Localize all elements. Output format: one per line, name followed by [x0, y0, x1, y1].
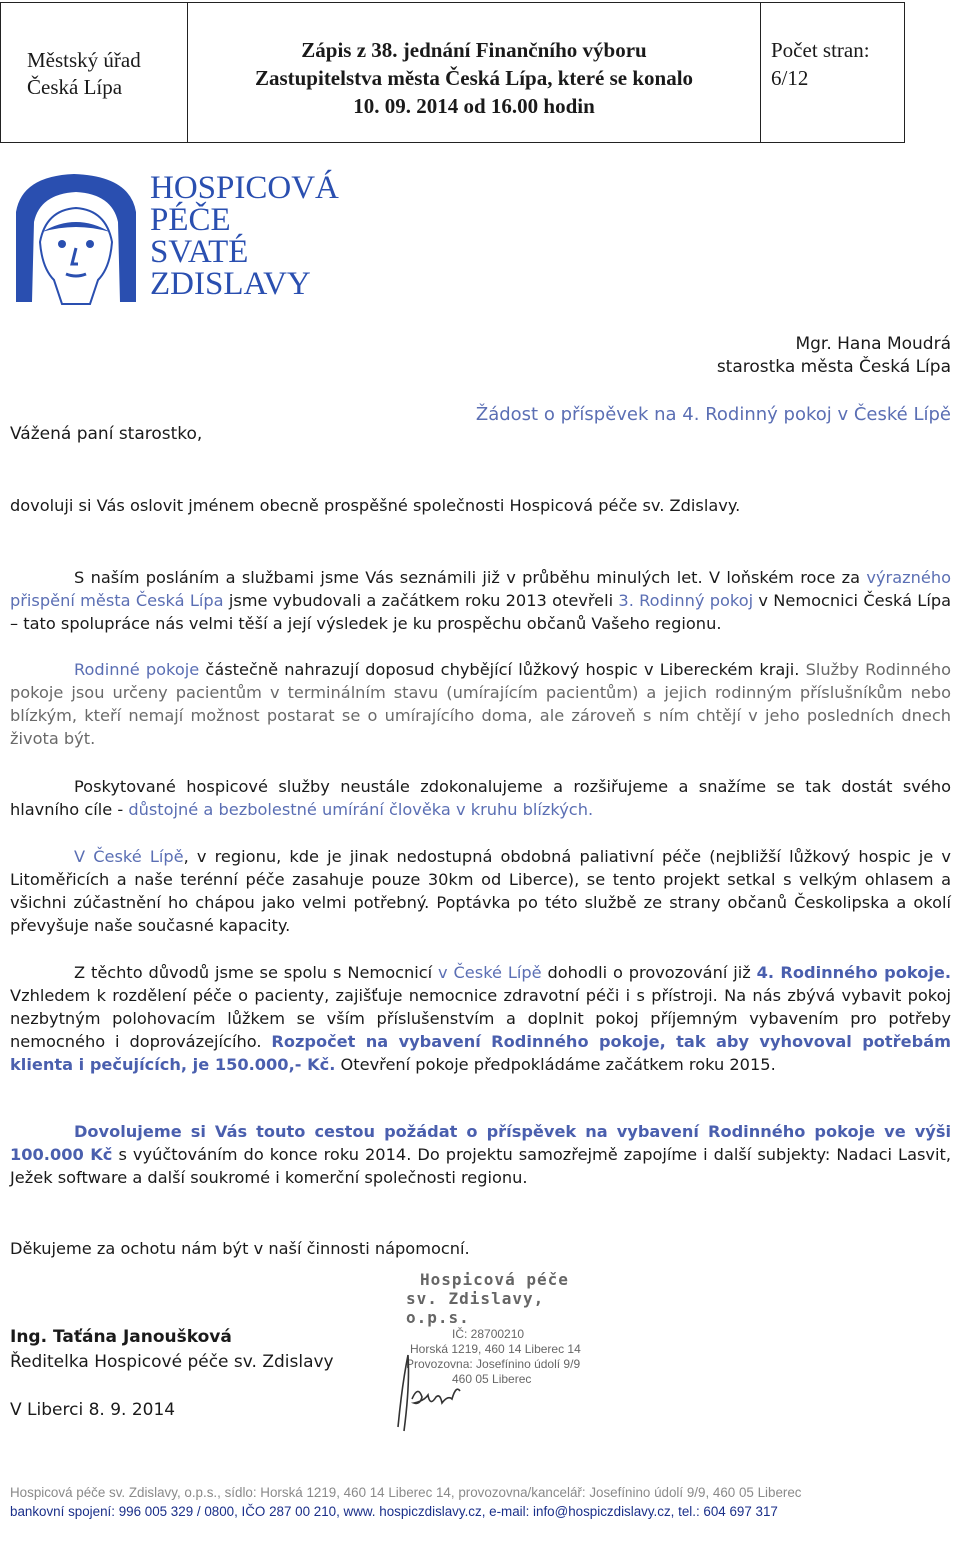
p3-text-c: Služby Rodinného pokoje jsou určeny pacientům v terminálním stavu (umírajícím pacientům) a jejich rodinným příslušníkům nebo blízkým, kteří nemají možnost postarat se o umírajícího doma, ale zároveň s ním chtějí v jeho posledních dnech života být. — [10, 660, 952, 748]
stamp-line-1: Hospicová péče — [420, 1270, 569, 1289]
p5-text-b: , v regionu, kde je jinak nedostupná obdobná paliativní péče (nejbližší lůžkový hospic je v Litoměřicích a naše terénní péče zasahuje pouze 30km od Liberce), se tento projekt setkal s velkým ohlasem a všichni zúčastnění ho chápou jako velmi potřebný. Poptávka po této službě ze strany občanů Českolipska a okolí převyšuje naše současné kapacity. — [10, 847, 951, 935]
footer-contacts: bankovní spojení: 996 005 329 / 0800, IČO 287 00 210, www. hospiczdislavy.cz, e-mail: info@hospiczdislavy.cz, tel.: 604 697 317 — [10, 1504, 778, 1519]
paragraph-intro: dovoluji si Vás oslovit jménem obecně prospěšné společnosti Hospicová péče sv. Zdislavy. — [10, 496, 741, 515]
place-date: V Liberci 8. 9. 2014 — [10, 1400, 176, 1420]
p4-text-a: Poskytované hospicové služby neustále zdokonalujeme a rozšiřujeme a snažíme se tak dostát svého hlavního cíle - — [10, 777, 951, 819]
paragraph-thanks: Děkujeme za ochotu nám být v naší činnosti nápomocní. — [10, 1239, 470, 1258]
p4-highlight: důstojné a bezbolestné umírání člověka v kruhu blízkých. — [128, 800, 594, 819]
paragraph-request — [10, 1120, 951, 1189]
stamp-line-3: IČ: 28700210 — [452, 1327, 525, 1341]
paragraph-history — [10, 566, 951, 635]
paragraph-region — [10, 845, 951, 937]
pages-label: Počet stran: — [771, 38, 870, 62]
paragraph-goal — [10, 775, 951, 821]
p2-highlight-room: 3. Rodinný pokoj — [618, 591, 754, 610]
p3-highlight: Rodinné pokoje — [74, 660, 200, 679]
header-title — [188, 3, 761, 142]
office-line-2: Česká Lípa — [27, 75, 123, 99]
stamp-line-6: 460 05 Liberec — [452, 1372, 532, 1386]
office-line-1: Městský úřad — [27, 48, 141, 72]
logo-line-3: SVATÉ — [150, 234, 249, 270]
handwritten-signature-icon — [390, 1345, 470, 1435]
p2-highlight-city: výrazného přispění města Česká Lípa — [10, 568, 951, 610]
stamp-line-5: Provozovna: Josefínino údolí 9/9 — [406, 1357, 581, 1371]
p6-text-g: Otevření pokoje předpokládáme začátkem roku 2015. — [335, 1055, 776, 1074]
header-office — [1, 3, 188, 142]
p2-text-e: v Nemocnici Česká Lípa – tato spolupráce nás velmi těší a její výsledek je ku prospěchu občanů Vašeho regionu. — [10, 591, 952, 633]
recipient-name: Mgr. Hana Moudrá — [795, 334, 951, 354]
title-line-3: 10. 09. 2014 od 16.00 hodin — [353, 94, 595, 118]
logo-line-4: ZDISLAVY — [150, 266, 311, 302]
recipient-role: starostka města Česká Lípa — [716, 357, 951, 377]
p6-text-e: Vzhledem k rozdělení péče o pacienty, zajišťuje nemocnice zdravotní péči i s přístroji. Na nás zbývá vybavit pokoj nezbytným polohovacím lůžkem se vším příslušenstvím a doplnit pokoj příjemným vybavením pro potřeby nemocného i doprovázejícího. — [10, 986, 951, 1051]
p2-text-c: jsme vybudovali a začátkem roku 2013 otevřeli — [223, 591, 619, 610]
letter-footer — [10, 1483, 950, 1521]
stamp-line-4: Horská 1219, 460 14 Liberec 14 — [410, 1342, 581, 1356]
title-line-2: Zastupitelstva města Česká Lípa, které se konalo — [254, 66, 694, 90]
p7-text-b: s vyúčtováním do konce roku 2014. Do projektu samozřejmě zapojíme i další subjekty: Nadaci Lasvit, Ježek software a další soukromé i komerční společnosti regionu. — [10, 1145, 951, 1187]
logo-line-2: PÉČE — [150, 202, 231, 238]
title-line-1: Zápis z 38. jednání Finančního výboru — [301, 38, 647, 62]
paragraph-fourth-room — [10, 961, 951, 1076]
paragraph-family-rooms — [10, 658, 951, 750]
p7-highlight-request: Dovolujeme si Vás touto cestou požádat o příspěvek na vybavení Rodinného pokoje ve výši 100.000 Kč — [10, 1122, 951, 1164]
p2-text-a: S naším posláním a službami jsme Vás seznámili již v průběhu minulých let. V loňském roce za — [74, 568, 867, 587]
logo-line-1: HOSPICOVÁ — [150, 170, 339, 206]
p6-text-c: dohodli o provozování již — [541, 963, 757, 982]
footer-address: Hospicová péče sv. Zdislavy, o.p.s., sídlo: Horská 1219, 460 14 Liberec 14, provozovna/kancelář: Josefínino údolí 9/9, 460 05 Liberec — [10, 1485, 802, 1500]
p6-highlight-room: 4. Rodinného pokoje. — [756, 963, 952, 982]
p6-text-a: Z těchto důvodů jsme se spolu s Nemocnicí — [74, 963, 439, 982]
recipient-block — [717, 333, 951, 379]
p5-highlight: V České Lípě — [74, 847, 184, 866]
p6-highlight-city: v České Lípě — [438, 963, 542, 982]
pages-value: 6/12 — [771, 66, 809, 90]
salutation: Vážená paní starostko, — [10, 424, 203, 444]
signer-role: Ředitelka Hospicové péče sv. Zdislavy — [10, 1352, 334, 1372]
header-page-count — [761, 3, 904, 142]
p6-highlight-budget: Rozpočet na vybavení Rodinného pokoje, tak aby vyhovoval potřebám klienta i pečujících, je 150.000,- Kč. — [10, 1032, 951, 1074]
letter-subject: Žádost o příspěvek na 4. Rodinný pokoj v České Lípě — [475, 404, 951, 425]
document-header — [0, 2, 905, 143]
p3-text-b: částečně nahrazují doposud chybějící lůžkový hospic v Libereckém kraji. — [199, 660, 806, 679]
stamp-line-2: sv. Zdislavy, o.p.s. — [406, 1289, 545, 1327]
logo-wordmark — [150, 172, 339, 300]
signer-block — [10, 1325, 334, 1375]
signer-name: Ing. Taťána Janoušková — [10, 1327, 232, 1347]
